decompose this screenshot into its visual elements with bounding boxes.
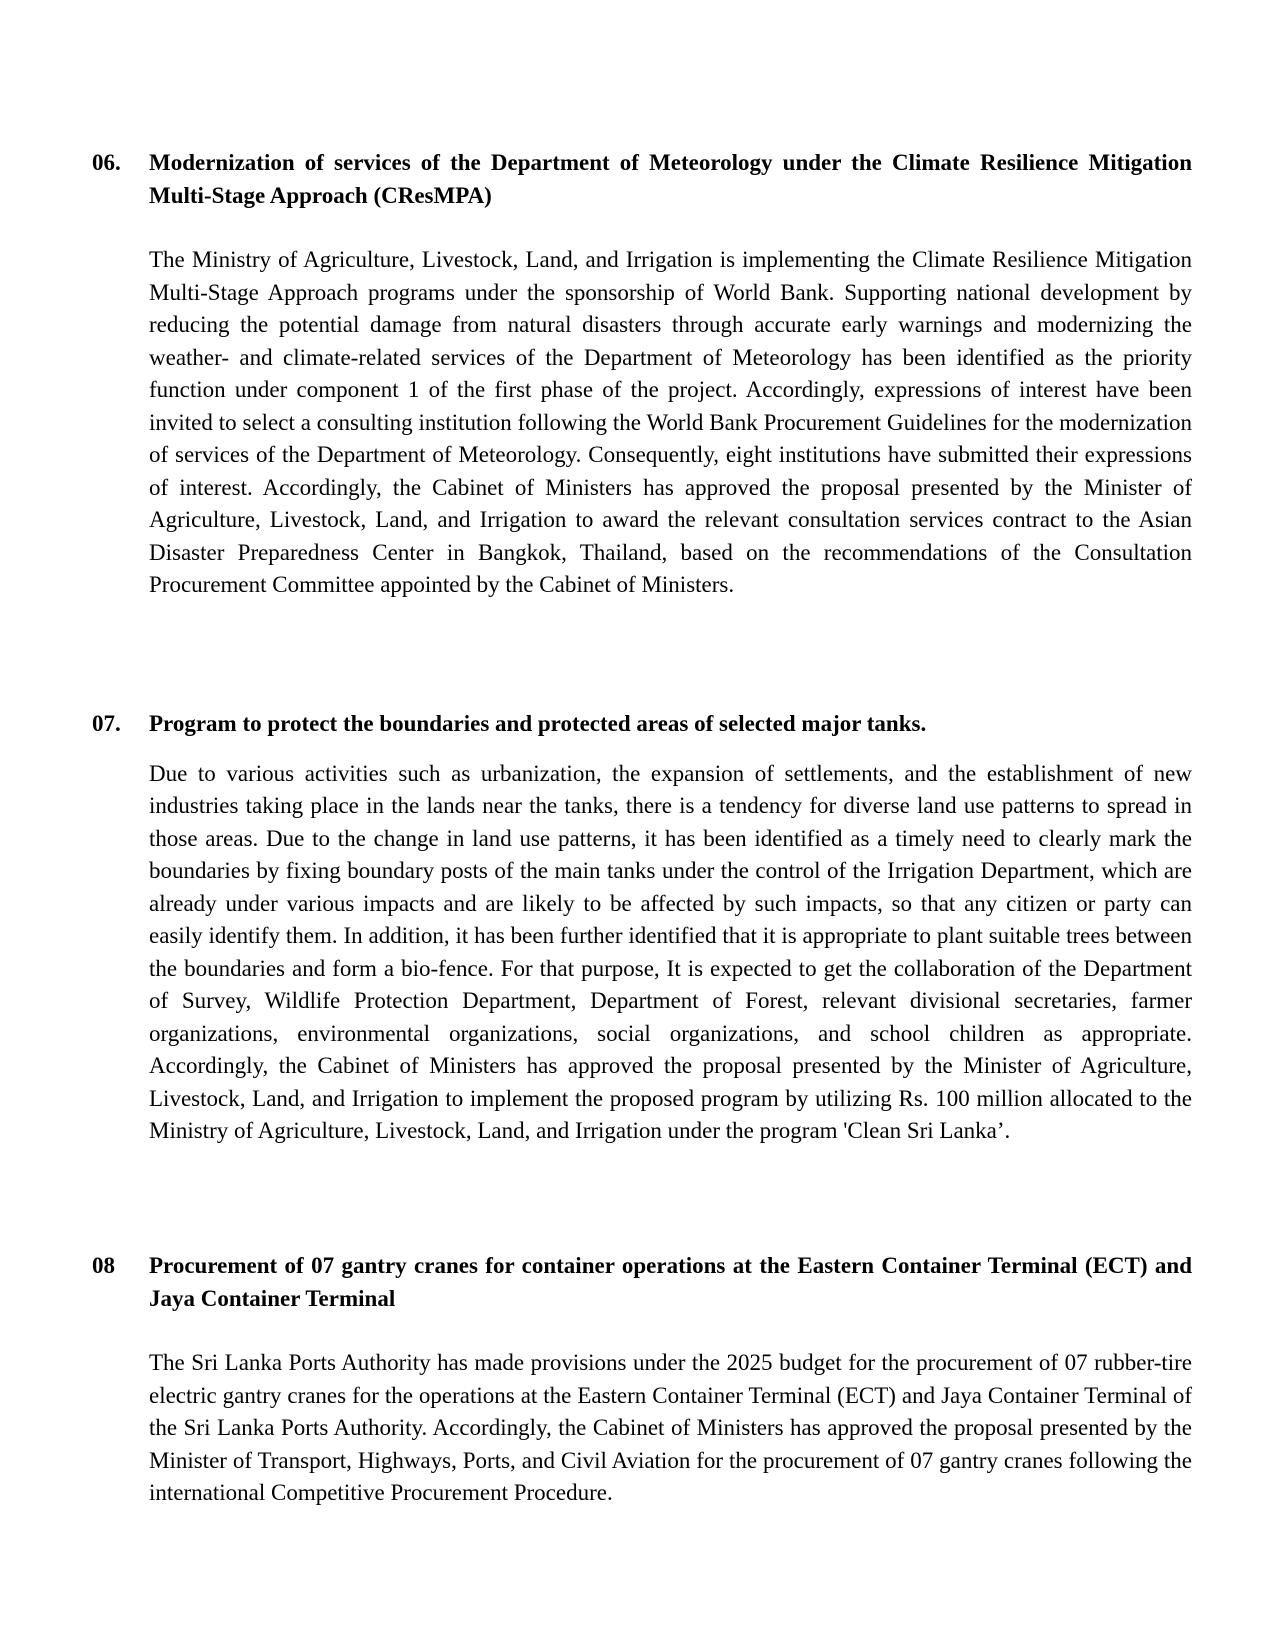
section-paragraph: The Sri Lanka Ports Authority has made provisions under the 2025 budget for the procurement of 07 rubber-tire electric gantry cranes for the operations at the Eastern Container Terminal (ECT) and Jaya Container Terminal of the Sri Lanka Ports Authority. Accordingly, the Cabinet of Ministers has approved the proposal presented by the Minister of Transport, Highways, Ports, and Civil Aviation for the procurement of 07 gantry cranes following the international Competitive Procurement Procedure.	[149, 1350, 1192, 1505]
section-paragraph: The Ministry of Agriculture, Livestock, Land, and Irrigation is implementing the Climate Resilience Mitigation Multi-Stage Approach programs under the sponsorship of World Bank. Supporting national development by reducing the potential damage from natural disasters through accurate early warnings and modernizing the weather- and climate-related services of the Department of Meteorology has been identified as the priority function under component 1 of the first phase of the project. Accordingly, expressions of interest have been invited to select a consulting institution following the World Bank Procurement Guidelines for the modernization of services of the Department of Meteorology. Consequently, eight institutions have submitted their expressions of interest. Accordingly, the Cabinet of Ministers has approved the proposal presented by the Minister of Agriculture, Livestock, Land, and Irrigation to award the relevant consultation services contract to the Asian Disaster Preparedness Center in Bangkok, Thailand, based on the recommendations of the Consultation Procurement Committee appointed by the Cabinet of Ministers.	[149, 247, 1192, 597]
section-content	[149, 147, 1192, 602]
section-number: 06.	[92, 150, 121, 175]
section-number: 08	[92, 1253, 115, 1278]
section-paragraph: Due to various activities such as urbanization, the expansion of settlements, and the establishment of new industries taking place in the lands near the tanks, there is a tendency for diverse land use patterns to spread in those areas. Due to the change in land use patterns, it has been identified as a timely need to clearly mark the boundaries by fixing boundary posts of the main tanks under the control of the Irrigation Department, which are already under various impacts and are likely to be affected by such impacts, so that any citizen or party can easily identify them. In addition, it has been further identified that it is appropriate to plant suitable trees between the boundaries and form a bio-fence. For that purpose, It is expected to get the collaboration of the Department of Survey, Wildlife Protection Department, Department of Forest, relevant divisional secretaries, farmer organizations, environmental organizations, social organizations, and school children as appropriate. Accordingly, the Cabinet of Ministers has approved the proposal presented by the Minister of Agriculture, Livestock, Land, and Irrigation to implement the proposed program by utilizing Rs. 100 million allocated to the Ministry of Agriculture, Livestock, Land, and Irrigation under the program 'Clean Sri Lanka’.	[149, 760, 1192, 1143]
section-content	[149, 1250, 1192, 1510]
section-content	[149, 708, 1192, 1148]
section-number: 07.	[92, 711, 121, 736]
section-title: Modernization of services of the Department of Meteorology under the Climate Resilience Mitigation Multi-Stage Approach (CResMPA)	[149, 150, 1192, 208]
section-title: Program to protect the boundaries and protected areas of selected major tanks.	[149, 711, 927, 736]
section-title: Procurement of 07 gantry cranes for container operations at the Eastern Container Terminal (ECT) and Jaya Container Terminal	[149, 1253, 1192, 1311]
